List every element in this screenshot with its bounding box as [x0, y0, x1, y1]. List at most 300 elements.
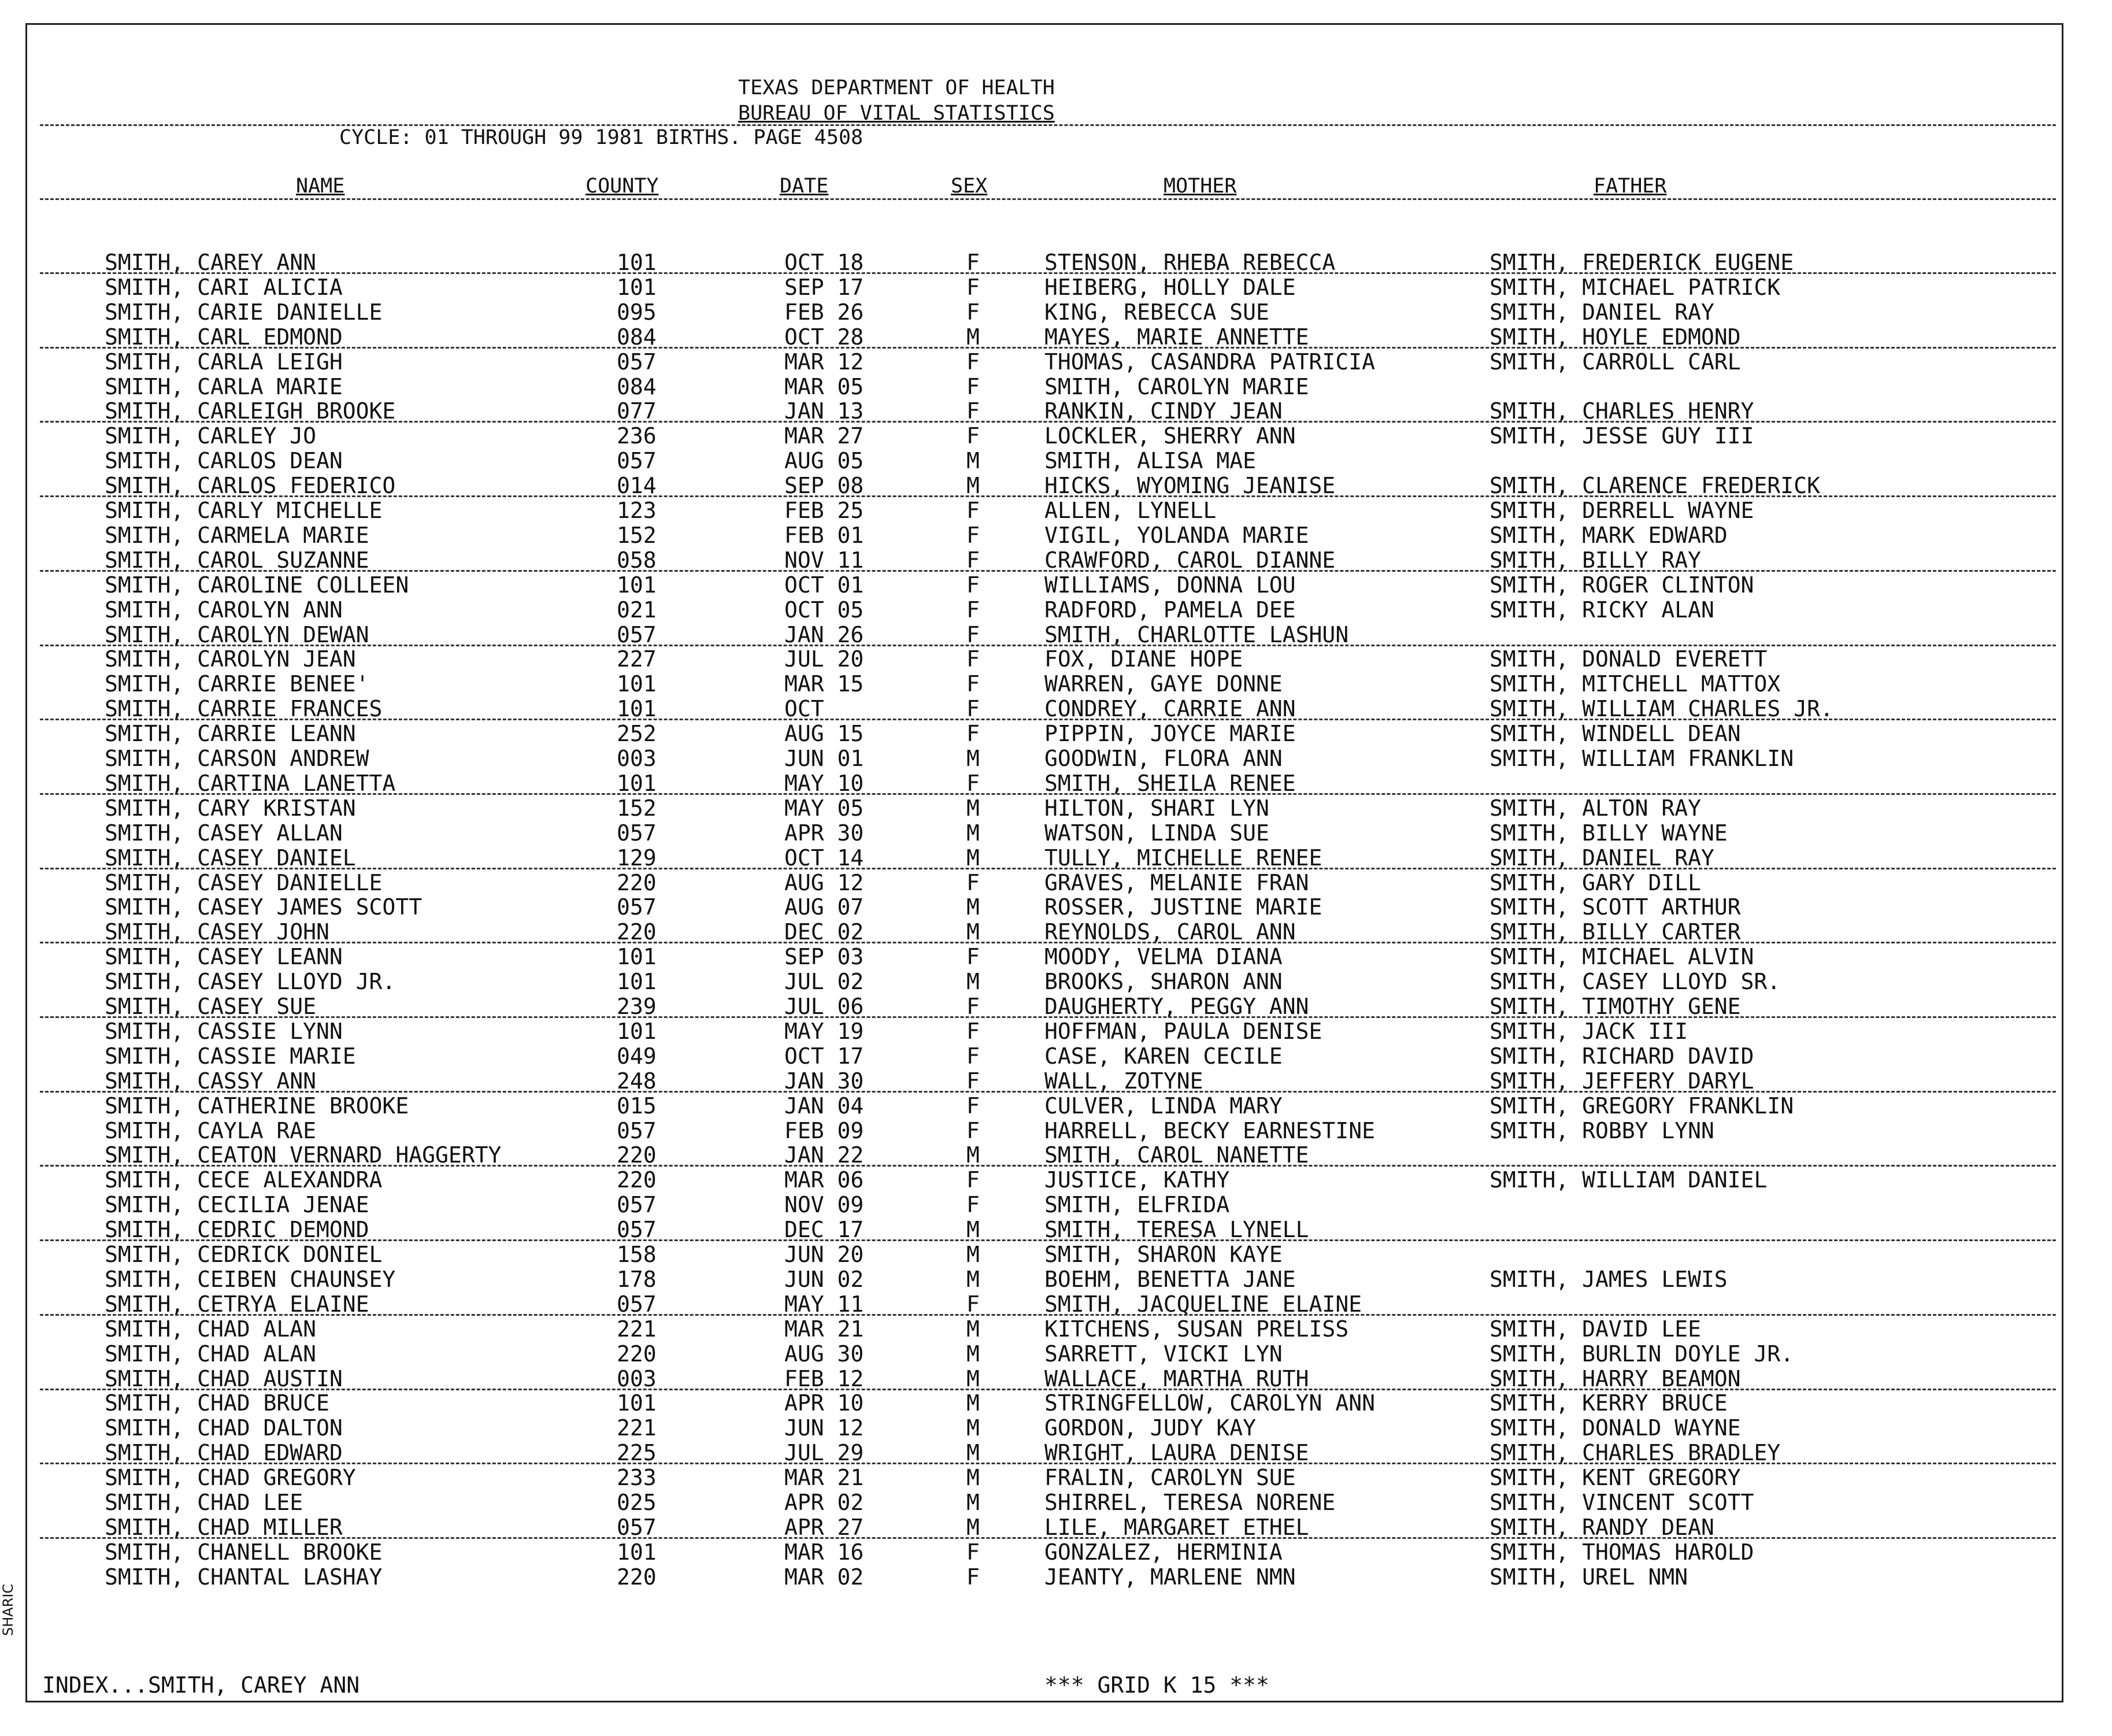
table-row — [27, 449, 2062, 473]
cell-sex: F — [966, 671, 980, 697]
cell-father: SMITH, KENT GREGORY — [1489, 1465, 1741, 1491]
cell-name: SMITH, CHAD GREGORY — [105, 1465, 356, 1491]
cell-name: SMITH, CHANTAL LASHAY — [105, 1564, 383, 1590]
cell-mother: WATSON, LINDA SUE — [1044, 820, 1269, 846]
cell-county: 057 — [617, 894, 657, 920]
cell-date: OCT 01 — [784, 572, 864, 598]
cell-sex: F — [966, 621, 980, 647]
cell-father: SMITH, BILLY CARTER — [1489, 919, 1741, 945]
table-row — [27, 1565, 2062, 1590]
cell-date: JAN 04 — [784, 1093, 864, 1119]
cell-date: MAR 21 — [784, 1316, 864, 1342]
cell-county: 095 — [617, 299, 657, 325]
cell-father: SMITH, BILLY RAY — [1489, 547, 1702, 573]
cell-county: 101 — [617, 250, 657, 275]
cell-date: MAY 10 — [784, 770, 864, 796]
table-row — [27, 771, 2062, 796]
cell-mother: RANKIN, CINDY JEAN — [1044, 398, 1283, 424]
table-row — [27, 1342, 2062, 1367]
cell-date: OCT 28 — [784, 324, 864, 350]
table-row — [27, 697, 2062, 721]
col-header-mother: MOTHER — [1164, 175, 1237, 198]
cell-county: 057 — [617, 1217, 657, 1243]
cell-mother: SHIRREL, TERESA NORENE — [1044, 1490, 1336, 1515]
cell-name: SMITH, CASEY DANIEL — [105, 845, 356, 871]
table-row — [27, 1490, 2062, 1515]
table-row — [27, 672, 2062, 697]
table-row — [27, 1441, 2062, 1465]
cell-name: SMITH, CARLOS DEAN — [105, 448, 343, 474]
cell-sex: F — [966, 944, 980, 970]
cell-date: JAN 13 — [784, 398, 864, 424]
cell-mother: SMITH, SHEILA RENEE — [1044, 770, 1296, 796]
col-header-date: DATE — [780, 175, 829, 198]
cell-mother: ROSSER, JUSTINE MARIE — [1044, 894, 1322, 920]
cell-county: 084 — [617, 373, 657, 399]
cell-sex: F — [966, 1068, 980, 1094]
table-row — [27, 846, 2062, 871]
cell-name: SMITH, CHAD EDWARD — [105, 1440, 343, 1466]
table-row — [27, 1465, 2062, 1490]
cell-sex: F — [966, 1043, 980, 1069]
cell-mother: SMITH, CAROL NANETTE — [1044, 1142, 1309, 1168]
table-row — [27, 721, 2062, 746]
cell-sex: M — [966, 1390, 980, 1416]
cell-county: 227 — [617, 646, 657, 672]
table-row — [27, 300, 2062, 325]
cell-mother: STRINGFELLOW, CAROLYN ANN — [1044, 1390, 1375, 1416]
cell-father: SMITH, ALTON RAY — [1489, 795, 1702, 821]
cell-father: SMITH, KERRY BRUCE — [1489, 1390, 1728, 1416]
cell-name: SMITH, CARY KRISTAN — [105, 795, 356, 821]
cycle-line: CYCLE: 01 THROUGH 99 1981 BIRTHS. PAGE 4508 — [339, 126, 864, 149]
table-row — [27, 1069, 2062, 1094]
cell-name: SMITH, CARTINA LANETTA — [105, 770, 396, 796]
cell-county: 158 — [617, 1242, 657, 1267]
cell-sex: F — [966, 1291, 980, 1317]
index-footer: INDEX...SMITH, CAREY ANN — [42, 1672, 360, 1698]
cell-sex: M — [966, 820, 980, 846]
cell-mother: THOMAS, CASANDRA PATRICIA — [1044, 349, 1375, 375]
cell-county: 248 — [617, 1068, 657, 1094]
cell-father: SMITH, MITCHELL MATTOX — [1489, 671, 1781, 697]
cell-name: SMITH, CHAD DALTON — [105, 1415, 343, 1441]
cell-county: 101 — [617, 1390, 657, 1416]
cell-mother: DAUGHERTY, PEGGY ANN — [1044, 994, 1309, 1019]
cell-mother: JEANTY, MARLENE NMN — [1044, 1564, 1296, 1590]
cell-mother: SARRETT, VICKI LYN — [1044, 1341, 1283, 1367]
cell-date: FEB 26 — [784, 299, 864, 325]
cell-name: SMITH, CHANELL BROOKE — [105, 1539, 383, 1565]
cell-date: JUN 02 — [784, 1266, 864, 1292]
table-row — [27, 994, 2062, 1019]
cell-date: MAY 19 — [784, 1018, 864, 1044]
cell-father: SMITH, MICHAEL ALVIN — [1489, 944, 1754, 970]
cell-date: JUN 20 — [784, 1242, 864, 1267]
cell-sex: F — [966, 1167, 980, 1193]
cell-sex: M — [966, 1365, 980, 1391]
table-row — [27, 945, 2062, 969]
cell-mother: FOX, DIANE HOPE — [1044, 646, 1243, 672]
table-row — [27, 1019, 2062, 1044]
col-header-name: NAME — [296, 175, 345, 198]
cell-mother: SMITH, ELFRIDA — [1044, 1192, 1230, 1218]
cell-county: 057 — [617, 1291, 657, 1317]
cell-mother: GOODWIN, FLORA ANN — [1044, 746, 1283, 771]
cell-date: MAR 06 — [784, 1167, 864, 1193]
cell-father: SMITH, FREDERICK EUGENE — [1489, 250, 1794, 275]
cell-mother: TULLY, MICHELLE RENEE — [1044, 845, 1322, 871]
cell-mother: RADFORD, PAMELA DEE — [1044, 597, 1296, 623]
cell-name: SMITH, CASSY ANN — [105, 1068, 317, 1094]
cell-name: SMITH, CASEY LEANN — [105, 944, 343, 970]
cell-mother: SMITH, CHARLOTTE LASHUN — [1044, 621, 1349, 647]
cell-date: NOV 11 — [784, 547, 864, 573]
cell-name: SMITH, CEIBEN CHAUNSEY — [105, 1266, 396, 1292]
cell-date: JUL 06 — [784, 994, 864, 1019]
cell-date: MAR 12 — [784, 349, 864, 375]
cell-mother: MAYES, MARIE ANNETTE — [1044, 324, 1309, 350]
cell-date: AUG 12 — [784, 869, 864, 895]
cell-sex: M — [966, 1316, 980, 1342]
cell-name: SMITH, CASEY ALLAN — [105, 820, 343, 846]
cell-county: 221 — [617, 1415, 657, 1441]
table-row — [27, 920, 2062, 945]
table-row — [27, 821, 2062, 846]
cell-name: SMITH, CECE ALEXANDRA — [105, 1167, 383, 1193]
cell-sex: F — [966, 597, 980, 623]
cell-sex: F — [966, 1018, 980, 1044]
table-row — [27, 1193, 2062, 1217]
cell-mother: WARREN, GAYE DONNE — [1044, 671, 1283, 697]
cell-father: SMITH, RICHARD DAVID — [1489, 1043, 1754, 1069]
cell-name: SMITH, CHAD ALAN — [105, 1316, 317, 1342]
cell-date: SEP 03 — [784, 944, 864, 970]
table-row — [27, 548, 2062, 573]
table-row — [27, 1391, 2062, 1416]
cell-county: 178 — [617, 1266, 657, 1292]
cell-sex: M — [966, 1440, 980, 1466]
table-row — [27, 523, 2062, 548]
cell-mother: JUSTICE, KATHY — [1044, 1167, 1230, 1193]
cell-sex: F — [966, 572, 980, 598]
table-row — [27, 1044, 2062, 1069]
table-row — [27, 1515, 2062, 1540]
cell-county: 057 — [617, 448, 657, 474]
cell-name: SMITH, CASEY JAMES SCOTT — [105, 894, 423, 920]
cell-name: SMITH, CATHERINE BROOKE — [105, 1093, 409, 1119]
cell-father: SMITH, WILLIAM CHARLES JR. — [1489, 696, 1833, 722]
cell-name: SMITH, CASEY DANIELLE — [105, 869, 383, 895]
cell-county: 014 — [617, 473, 657, 499]
cell-sex: F — [966, 373, 980, 399]
cell-mother: CULVER, LINDA MARY — [1044, 1093, 1283, 1119]
cell-name: SMITH, CARLEY JO — [105, 423, 317, 449]
cell-sex: F — [966, 423, 980, 449]
cell-date: NOV 09 — [784, 1192, 864, 1218]
agency-title: TEXAS DEPARTMENT OF HEALTH — [738, 76, 1055, 99]
cell-date: FEB 12 — [784, 1365, 864, 1391]
cell-county: 101 — [617, 572, 657, 598]
cell-name: SMITH, CASSIE LYNN — [105, 1018, 343, 1044]
cell-date: OCT — [784, 696, 824, 722]
cell-name: SMITH, CAREY ANN — [105, 250, 317, 275]
cell-date: AUG 30 — [784, 1341, 864, 1367]
cell-sex: M — [966, 969, 980, 995]
cell-date: SEP 17 — [784, 274, 864, 300]
cell-name: SMITH, CAROLYN DEWAN — [105, 621, 369, 647]
cell-sex: F — [966, 250, 980, 275]
cell-name: SMITH, CAROLYN JEAN — [105, 646, 356, 672]
cell-mother: SMITH, CAROLYN MARIE — [1044, 373, 1309, 399]
cell-county: 101 — [617, 944, 657, 970]
cell-date: JUN 01 — [784, 746, 864, 771]
cell-county: 225 — [617, 1440, 657, 1466]
cell-mother: HEIBERG, HOLLY DALE — [1044, 274, 1296, 300]
cell-sex: M — [966, 795, 980, 821]
cell-sex: F — [966, 1093, 980, 1119]
cell-father: SMITH, DANIEL RAY — [1489, 845, 1714, 871]
cell-date: OCT 17 — [784, 1043, 864, 1069]
cell-sex: F — [966, 646, 980, 672]
cell-sex: M — [966, 746, 980, 771]
cell-sex: F — [966, 721, 980, 747]
cell-county: 015 — [617, 1093, 657, 1119]
cell-date: JUN 12 — [784, 1415, 864, 1441]
cell-father: SMITH, JACK III — [1489, 1018, 1688, 1044]
cell-name: SMITH, CHAD BRUCE — [105, 1390, 329, 1416]
table-row — [27, 1267, 2062, 1292]
cell-mother: KITCHENS, SUSAN PRELISS — [1044, 1316, 1349, 1342]
cell-mother: SMITH, SHARON KAYE — [1044, 1242, 1283, 1267]
cell-father: SMITH, DERRELL WAYNE — [1489, 498, 1754, 523]
cell-county: 084 — [617, 324, 657, 350]
table-row — [27, 1217, 2062, 1242]
cell-mother: HARRELL, BECKY EARNESTINE — [1044, 1117, 1375, 1143]
cell-father: SMITH, ROBBY LYNN — [1489, 1117, 1714, 1143]
cell-mother: GONZALEZ, HERMINIA — [1044, 1539, 1283, 1565]
cell-sex: F — [966, 1192, 980, 1218]
cell-sex: F — [966, 274, 980, 300]
table-row — [27, 573, 2062, 598]
cell-county: 101 — [617, 671, 657, 697]
cell-mother: MOODY, VELMA DIANA — [1044, 944, 1283, 970]
cell-sex: M — [966, 894, 980, 920]
cell-date: OCT 14 — [784, 845, 864, 871]
cell-mother: KING, REBECCA SUE — [1044, 299, 1269, 325]
cell-date: AUG 07 — [784, 894, 864, 920]
cell-date: FEB 09 — [784, 1117, 864, 1143]
cell-county: 057 — [617, 621, 657, 647]
cell-county: 123 — [617, 498, 657, 523]
cell-name: SMITH, CHAD ALAN — [105, 1341, 317, 1367]
table-row — [27, 598, 2062, 623]
grid-footer: *** GRID K 15 *** — [1044, 1672, 1269, 1698]
cell-mother: STENSON, RHEBA REBECCA — [1044, 250, 1336, 275]
cell-date: MAR 16 — [784, 1539, 864, 1565]
bureau-title: BUREAU OF VITAL STATISTICS — [738, 102, 1055, 125]
cell-father: SMITH, BILLY WAYNE — [1489, 820, 1728, 846]
cell-mother: BOEHM, BENETTA JANE — [1044, 1266, 1296, 1292]
cell-name: SMITH, CARRIE LEANN — [105, 721, 356, 747]
cell-father: SMITH, CHARLES BRADLEY — [1489, 1440, 1781, 1466]
cell-mother: WILLIAMS, DONNA LOU — [1044, 572, 1296, 598]
vital-statistics-sheet — [25, 23, 2063, 1702]
col-header-county: COUNTY — [586, 175, 659, 198]
cell-name: SMITH, CARLA MARIE — [105, 373, 343, 399]
cell-date: FEB 01 — [784, 522, 864, 548]
table-row — [27, 498, 2062, 523]
cell-date: OCT 18 — [784, 250, 864, 275]
cell-name: SMITH, CECILIA JENAE — [105, 1192, 369, 1218]
cell-county: 057 — [617, 820, 657, 846]
cell-county: 220 — [617, 919, 657, 945]
cell-county: 152 — [617, 522, 657, 548]
cell-date: APR 30 — [784, 820, 864, 846]
cell-sex: M — [966, 473, 980, 499]
cell-mother: SMITH, TERESA LYNELL — [1044, 1217, 1309, 1243]
cell-county: 252 — [617, 721, 657, 747]
cell-date: AUG 15 — [784, 721, 864, 747]
cell-mother: ALLEN, LYNELL — [1044, 498, 1217, 523]
cell-father: SMITH, JAMES LEWIS — [1489, 1266, 1728, 1292]
cell-name: SMITH, CHAD AUSTIN — [105, 1365, 343, 1391]
cell-name: SMITH, CHAD LEE — [105, 1490, 303, 1515]
column-header-divider — [40, 198, 2056, 200]
cell-date: MAY 11 — [784, 1291, 864, 1317]
cell-county: 057 — [617, 349, 657, 375]
cell-sex: M — [966, 1490, 980, 1515]
cell-name: SMITH, CASEY SUE — [105, 994, 317, 1019]
cell-father: SMITH, HOYLE EDMOND — [1489, 324, 1741, 350]
cell-father: SMITH, JEFFERY DARYL — [1489, 1068, 1754, 1094]
cell-county: 025 — [617, 1490, 657, 1515]
cell-date: APR 10 — [784, 1390, 864, 1416]
cell-father: SMITH, WINDELL DEAN — [1489, 721, 1741, 747]
table-row — [27, 325, 2062, 350]
table-row — [27, 275, 2062, 300]
cell-mother: HICKS, WYOMING JEANISE — [1044, 473, 1336, 499]
cell-mother: WALL, ZOTYNE — [1044, 1068, 1203, 1094]
cell-date: APR 02 — [784, 1490, 864, 1515]
cell-mother: GORDON, JUDY KAY — [1044, 1415, 1257, 1441]
cell-sex: F — [966, 1539, 980, 1565]
cell-name: SMITH, CASEY JOHN — [105, 919, 329, 945]
cell-father: SMITH, RICKY ALAN — [1489, 597, 1714, 623]
cell-father: SMITH, MICHAEL PATRICK — [1489, 274, 1781, 300]
cell-father: SMITH, DAVID LEE — [1489, 1316, 1702, 1342]
cell-mother: WRIGHT, LAURA DENISE — [1044, 1440, 1309, 1466]
cell-father: SMITH, CLARENCE FREDERICK — [1489, 473, 1820, 499]
cell-father: SMITH, HARRY BEAMON — [1489, 1365, 1741, 1391]
table-row — [27, 871, 2062, 895]
cell-county: 021 — [617, 597, 657, 623]
cell-mother: PIPPIN, JOYCE MARIE — [1044, 721, 1296, 747]
cell-sex: F — [966, 299, 980, 325]
cell-mother: CASE, KAREN CECILE — [1044, 1043, 1283, 1069]
cell-name: SMITH, CETRYA ELAINE — [105, 1291, 369, 1317]
cell-county: 220 — [617, 1167, 657, 1193]
cell-sex: M — [966, 1266, 980, 1292]
cell-father: SMITH, JESSE GUY III — [1489, 423, 1754, 449]
cell-father: SMITH, DANIEL RAY — [1489, 299, 1714, 325]
cell-name: SMITH, CARLY MICHELLE — [105, 498, 383, 523]
cell-date: APR 27 — [784, 1514, 864, 1540]
table-row — [27, 746, 2062, 771]
cell-father: SMITH, ROGER CLINTON — [1489, 572, 1754, 598]
cell-father: SMITH, CHARLES HENRY — [1489, 398, 1754, 424]
table-row — [27, 1242, 2062, 1267]
table-row — [27, 399, 2062, 424]
cell-date: JAN 22 — [784, 1142, 864, 1168]
cell-county: 057 — [617, 1117, 657, 1143]
cell-county: 058 — [617, 547, 657, 573]
cell-date: MAR 02 — [784, 1564, 864, 1590]
table-row — [27, 1317, 2062, 1342]
cell-mother: GRAVES, MELANIE FRAN — [1044, 869, 1309, 895]
cell-sex: F — [966, 522, 980, 548]
cell-sex: M — [966, 919, 980, 945]
cell-mother: HOFFMAN, PAULA DENISE — [1044, 1018, 1322, 1044]
cell-date: OCT 05 — [784, 597, 864, 623]
cell-mother: CRAWFORD, CAROL DIANNE — [1044, 547, 1336, 573]
cell-name: SMITH, CARLEIGH BROOKE — [105, 398, 396, 424]
table-row — [27, 623, 2062, 647]
cell-name: SMITH, CARLA LEIGH — [105, 349, 343, 375]
cell-name: SMITH, CARSON ANDREW — [105, 746, 369, 771]
cell-name: SMITH, CARRIE FRANCES — [105, 696, 383, 722]
cell-father: SMITH, UREL NMN — [1489, 1564, 1688, 1590]
cell-name: SMITH, CAROLYN ANN — [105, 597, 343, 623]
cell-date: MAR 21 — [784, 1465, 864, 1491]
table-row — [27, 796, 2062, 821]
cell-name: SMITH, CAROLINE COLLEEN — [105, 572, 409, 598]
cell-name: SMITH, CEDRICK DONIEL — [105, 1242, 383, 1267]
cell-date: JAN 26 — [784, 621, 864, 647]
cell-name: SMITH, CAYLA RAE — [105, 1117, 317, 1143]
cell-father: SMITH, BURLIN DOYLE JR. — [1489, 1341, 1794, 1367]
cell-sex: M — [966, 1217, 980, 1243]
cell-sex: F — [966, 398, 980, 424]
cell-county: 236 — [617, 423, 657, 449]
cell-date: MAR 05 — [784, 373, 864, 399]
table-row — [27, 1540, 2062, 1565]
table-row — [27, 473, 2062, 498]
cell-mother: CONDREY, CARRIE ANN — [1044, 696, 1296, 722]
cell-father: SMITH, THOMAS HAROLD — [1489, 1539, 1754, 1565]
cell-county: 101 — [617, 1539, 657, 1565]
table-row — [27, 1143, 2062, 1168]
cell-county: 220 — [617, 1142, 657, 1168]
cell-name: SMITH, CAROL SUZANNE — [105, 547, 369, 573]
cell-county: 101 — [617, 969, 657, 995]
cell-county: 057 — [617, 1192, 657, 1218]
cell-county: 101 — [617, 770, 657, 796]
table-row — [27, 350, 2062, 375]
cell-county: 220 — [617, 1341, 657, 1367]
cell-county: 129 — [617, 845, 657, 871]
cell-mother: SMITH, JACQUELINE ELAINE — [1044, 1291, 1362, 1317]
cell-county: 003 — [617, 746, 657, 771]
table-row — [27, 250, 2062, 275]
cell-sex: M — [966, 448, 980, 474]
cell-mother: LILE, MARGARET ETHEL — [1044, 1514, 1309, 1540]
cell-name: SMITH, CARI ALICIA — [105, 274, 343, 300]
cell-sex: F — [966, 994, 980, 1019]
cell-name: SMITH, CEATON VERNARD HAGGERTY — [105, 1142, 502, 1168]
cell-father: SMITH, CARROLL CARL — [1489, 349, 1741, 375]
cell-mother: REYNOLDS, CAROL ANN — [1044, 919, 1296, 945]
